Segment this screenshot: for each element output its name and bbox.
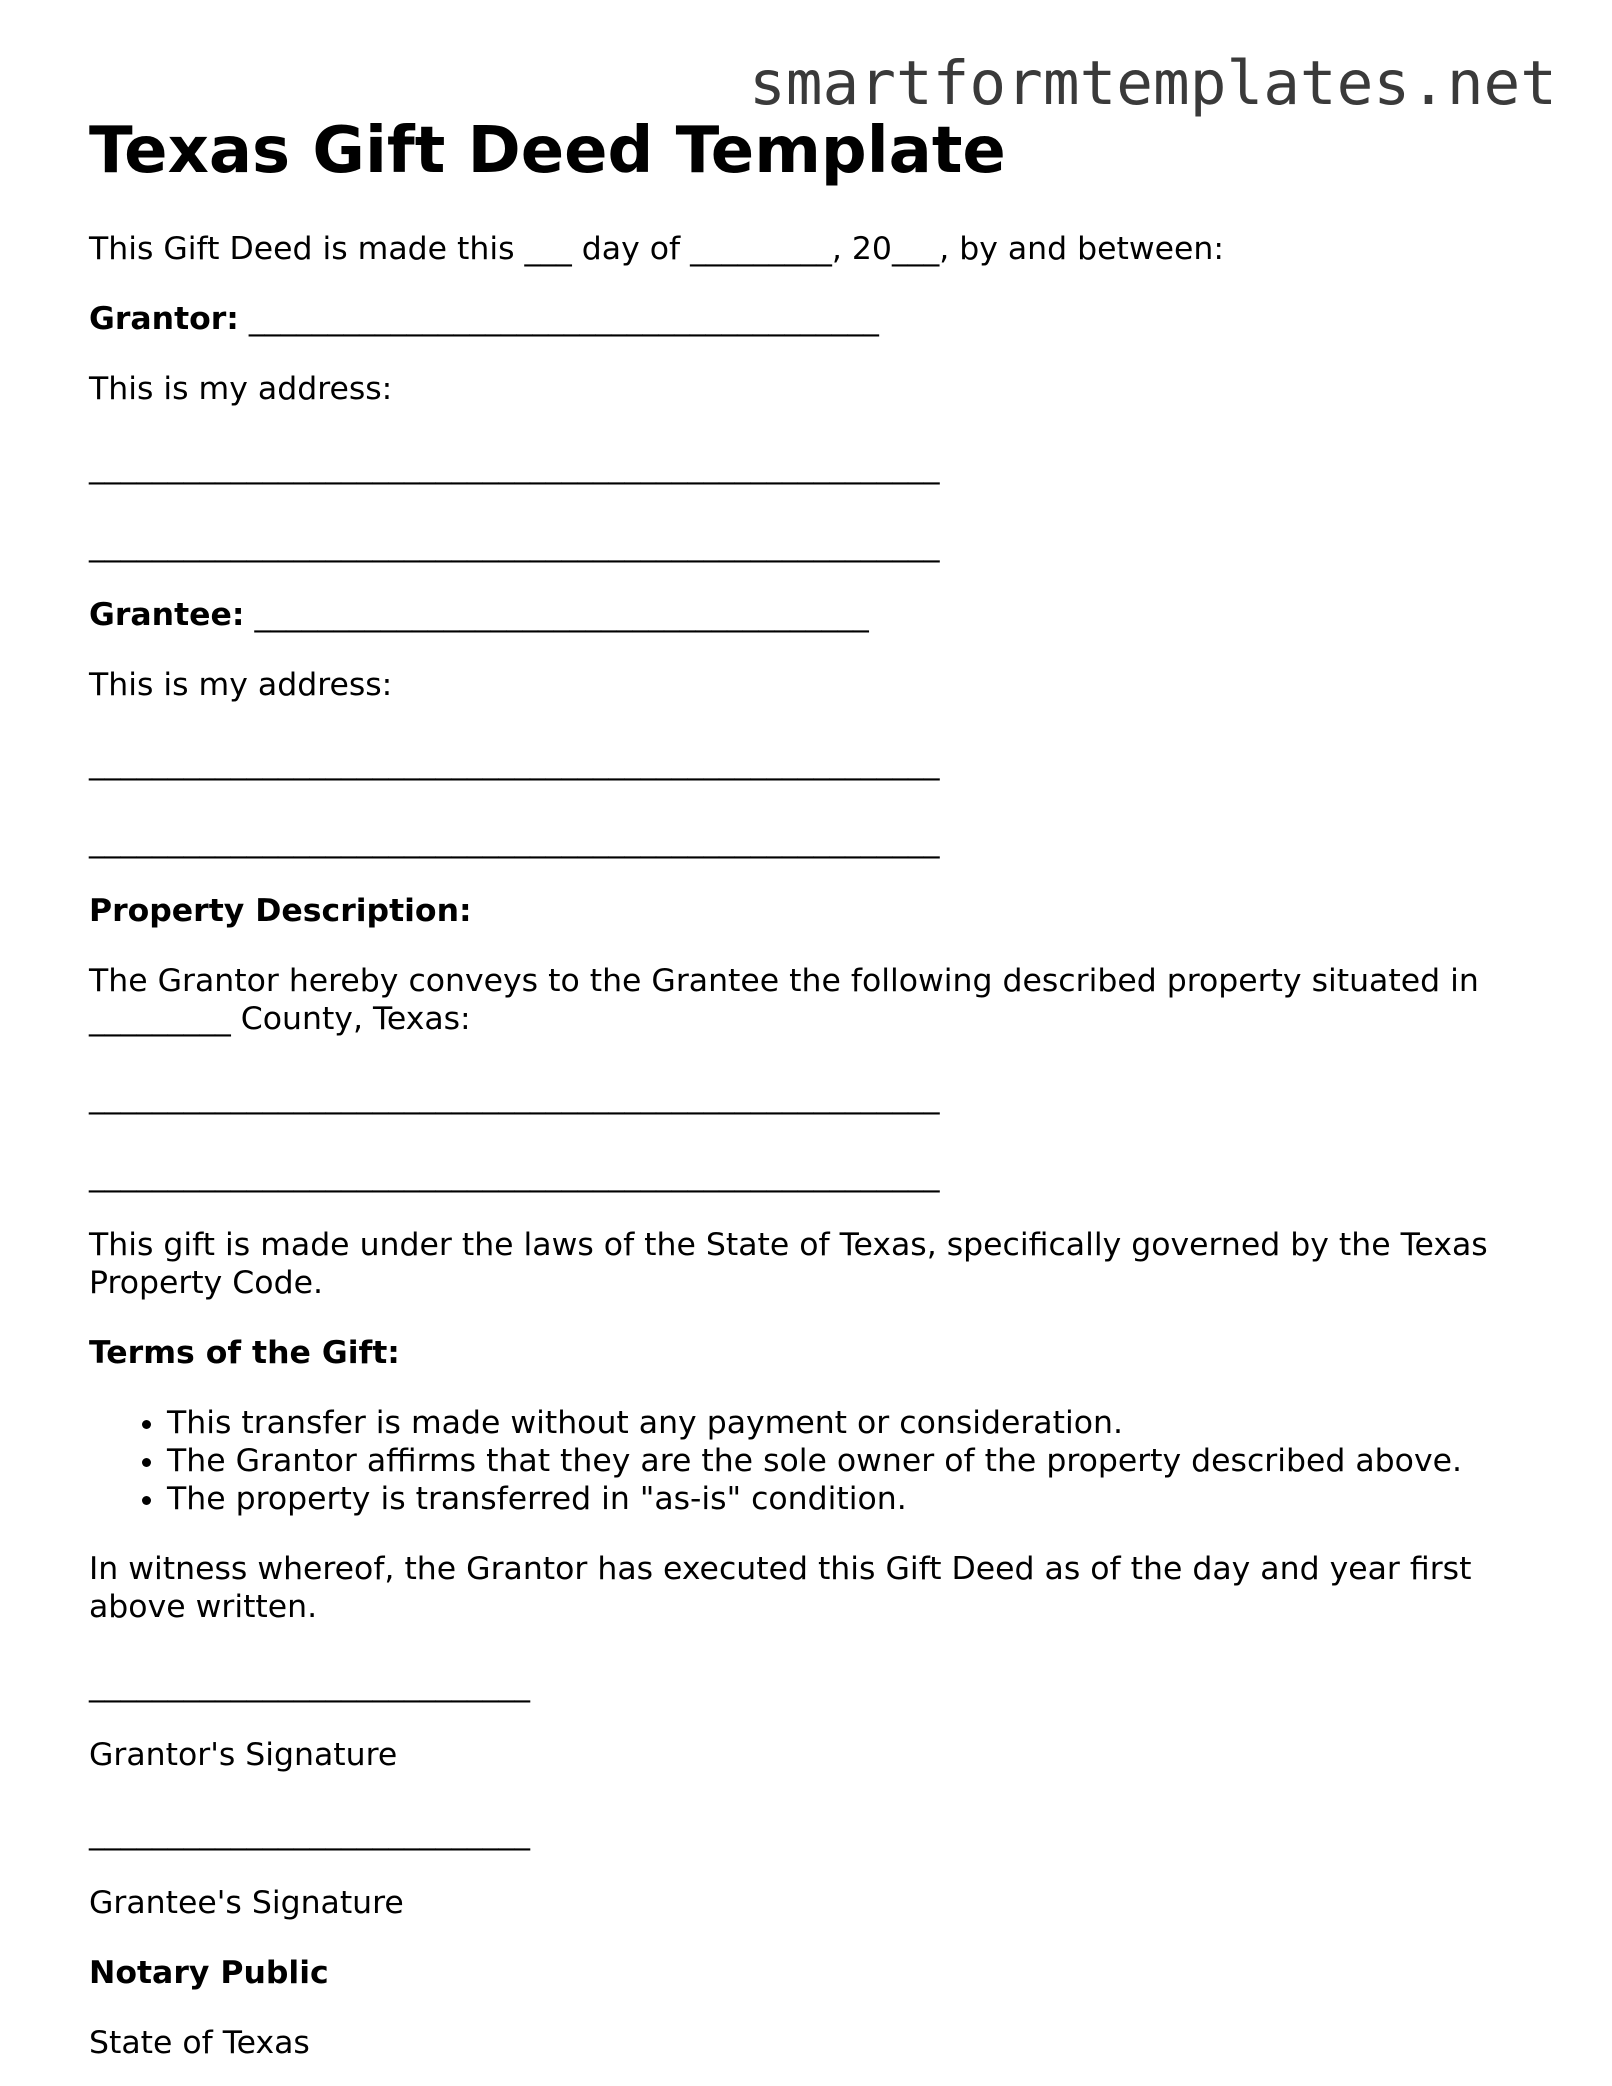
property-line-1[interactable]: ______________________________________________________ <box>89 1079 940 1115</box>
notary-state: State of Texas <box>89 2025 310 2061</box>
grantee-signature-label: Grantee's Signature <box>89 1885 404 1921</box>
property-text: The Grantor hereby conveys to the Grantee the following described property situated in _________ County, Texas: <box>89 963 1479 1037</box>
law-text: This gift is made under the laws of the State of Texas, specifically governed by the Texas Property Code. <box>89 1227 1488 1301</box>
grantor-signature-line[interactable]: ____________________________ <box>89 1667 530 1703</box>
document-page <box>89 112 1539 2062</box>
grantor-address-line-2[interactable]: ______________________________________________________ <box>89 527 940 563</box>
grantor-name-field[interactable]: ________________________________________ <box>238 301 879 337</box>
document-title: Texas Gift Deed Template <box>89 114 1006 188</box>
terms-item: • The property is transferred in "as-is" condition. <box>167 1480 1539 1518</box>
terms-heading: Terms of the Gift: <box>89 1335 400 1371</box>
grantee-address-line-2[interactable]: ______________________________________________________ <box>89 823 940 859</box>
terms-item: • This transfer is made without any payment or consideration. <box>167 1404 1539 1442</box>
grantee-address-label: This is my address: <box>89 667 393 703</box>
terms-list <box>89 1404 1539 1518</box>
property-line-2[interactable]: ______________________________________________________ <box>89 1157 940 1193</box>
witness-text: In witness whereof, the Grantor has executed this Gift Deed as of the day and year first above written. <box>89 1551 1472 1625</box>
grantor-signature-label: Grantor's Signature <box>89 1737 398 1773</box>
grantor-row <box>89 300 1539 338</box>
grantee-address-line-1[interactable]: ______________________________________________________ <box>89 745 940 781</box>
grantee-name-field[interactable]: _______________________________________ <box>244 597 869 633</box>
grantee-row <box>89 596 1539 634</box>
grantee-signature-line[interactable]: ____________________________ <box>89 1815 530 1851</box>
terms-item: • The Grantor affirms that they are the sole owner of the property described above. <box>167 1442 1539 1480</box>
grantor-address-label: This is my address: <box>89 371 393 407</box>
property-heading: Property Description: <box>89 893 472 929</box>
notary-heading: Notary Public <box>89 1955 329 1991</box>
grantee-label: Grantee: <box>89 597 245 633</box>
intro-text: This Gift Deed is made this ___ day of _________, 20___, by and between: <box>89 231 1224 267</box>
grantor-address-line-1[interactable]: ______________________________________________________ <box>89 449 940 485</box>
watermark: smartformtemplates.net <box>749 48 1557 119</box>
grantor-label: Grantor: <box>89 301 239 337</box>
